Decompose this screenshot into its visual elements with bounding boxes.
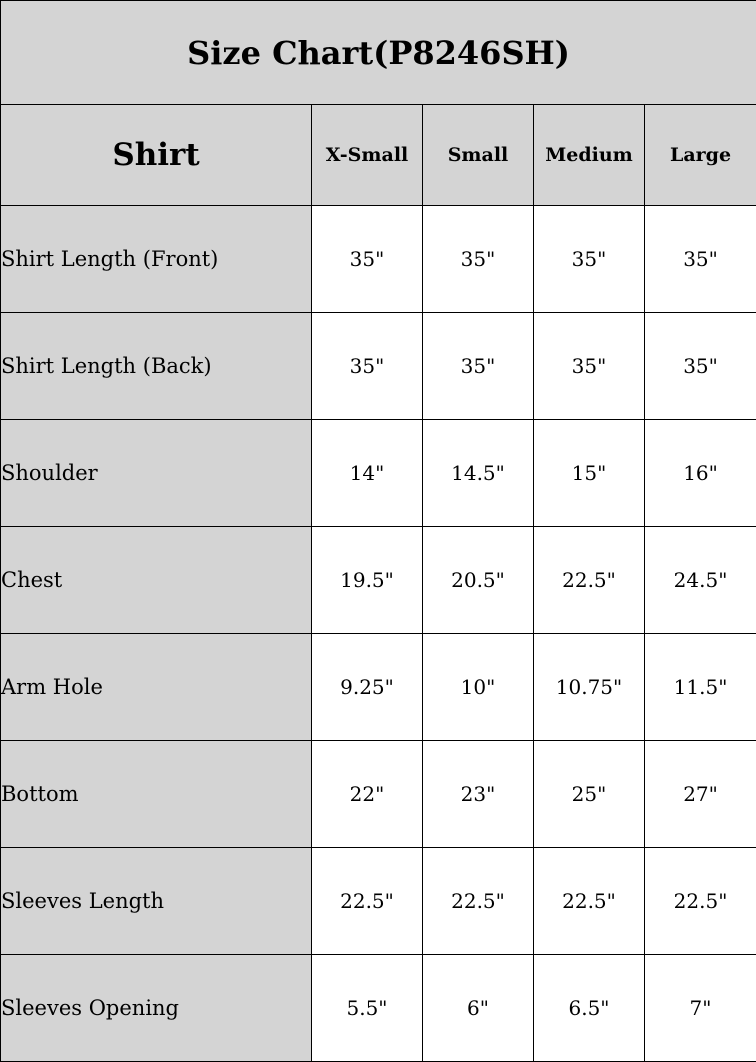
row-label: Shirt Length (Back) — [1, 313, 312, 420]
table-row — [1, 206, 756, 313]
cell-value: 35" — [423, 313, 534, 420]
size-header-medium: Medium — [534, 105, 645, 206]
cell-value: 10.75" — [534, 634, 645, 741]
cell-value: 22.5" — [423, 848, 534, 955]
size-header-x-small: X-Small — [312, 105, 423, 206]
cell-value: 9.25" — [312, 634, 423, 741]
table-row — [1, 313, 756, 420]
table-row — [1, 420, 756, 527]
cell-value: 35" — [645, 206, 756, 313]
table-row — [1, 527, 756, 634]
cell-value: 5.5" — [312, 955, 423, 1062]
cell-value: 35" — [423, 206, 534, 313]
cell-value: 10" — [423, 634, 534, 741]
row-label: Shoulder — [1, 420, 312, 527]
row-label: Shirt Length (Front) — [1, 206, 312, 313]
cell-value: 11.5" — [645, 634, 756, 741]
cell-value: 25" — [534, 741, 645, 848]
cell-value: 35" — [645, 313, 756, 420]
row-label: Bottom — [1, 741, 312, 848]
size-header-large: Large — [645, 105, 756, 206]
cell-value: 14.5" — [423, 420, 534, 527]
row-label: Chest — [1, 527, 312, 634]
cell-value: 14" — [312, 420, 423, 527]
table-row — [1, 741, 756, 848]
table-row — [1, 634, 756, 741]
cell-value: 22.5" — [534, 527, 645, 634]
cell-value: 6" — [423, 955, 534, 1062]
cell-value: 24.5" — [645, 527, 756, 634]
row-label: Arm Hole — [1, 634, 312, 741]
title-row — [1, 1, 756, 105]
cell-value: 22" — [312, 741, 423, 848]
cell-value: 16" — [645, 420, 756, 527]
cell-value: 22.5" — [645, 848, 756, 955]
cell-value: 35" — [312, 313, 423, 420]
page-title: Size Chart(P8246SH) — [1, 1, 756, 105]
category-header: Shirt — [1, 105, 312, 206]
cell-value: 23" — [423, 741, 534, 848]
cell-value: 35" — [312, 206, 423, 313]
cell-value: 27" — [645, 741, 756, 848]
size-header-small: Small — [423, 105, 534, 206]
table-row — [1, 955, 756, 1062]
cell-value: 35" — [534, 206, 645, 313]
cell-value: 7" — [645, 955, 756, 1062]
cell-value: 20.5" — [423, 527, 534, 634]
row-label: Sleeves Length — [1, 848, 312, 955]
cell-value: 15" — [534, 420, 645, 527]
cell-value: 22.5" — [312, 848, 423, 955]
cell-value: 19.5" — [312, 527, 423, 634]
cell-value: 22.5" — [534, 848, 645, 955]
cell-value: 6.5" — [534, 955, 645, 1062]
table-header-row — [1, 105, 756, 206]
row-label: Sleeves Opening — [1, 955, 312, 1062]
cell-value: 35" — [534, 313, 645, 420]
table-row — [1, 848, 756, 955]
